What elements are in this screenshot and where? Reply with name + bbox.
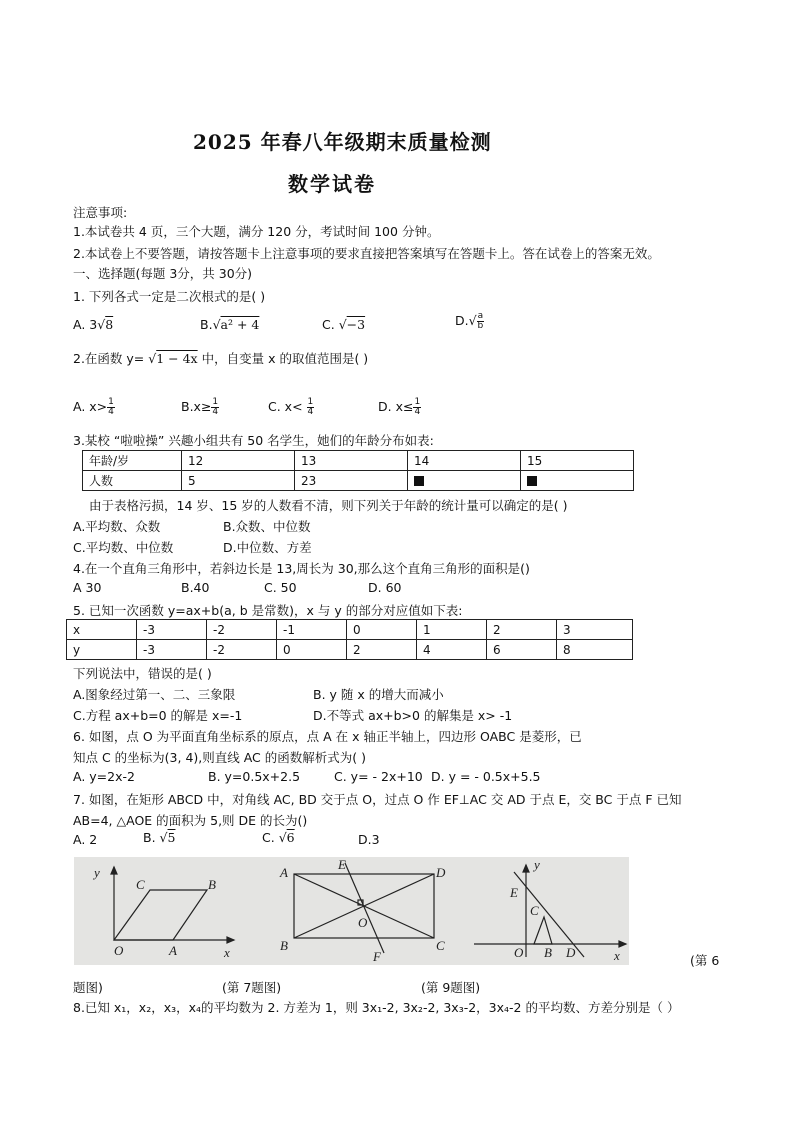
- q5-stem: 5. 已知一次函数 y=ax+b(a, b 是常数)，x 与 y 的部分对应值如下表:: [73, 603, 463, 618]
- table-cell: 23: [295, 471, 408, 491]
- q3-note: 由于表格污损，14 岁、15 岁的人数看不清，则下列关于年龄的统计量可以确定的是( ): [89, 498, 568, 513]
- table-cell: 5: [182, 471, 295, 491]
- q4-stem: 4.在一个直角三角形中，若斜边长是 13,周长为 30,那么这个直角三角形的面积是(): [73, 561, 530, 576]
- fig6-label-a: A: [169, 943, 177, 958]
- fig6-x-arrow-icon: [227, 937, 234, 943]
- table-cell: 0: [277, 640, 347, 660]
- q7-c-radicand: 6: [286, 830, 295, 845]
- q1-a-radicand: 8: [105, 317, 114, 332]
- q7-line-2: AB=4, △AOE 的面积为 5,则 DE 的长为(): [73, 813, 308, 828]
- fig9-triangle: [534, 917, 552, 944]
- q2-frac-num: 1: [307, 397, 314, 407]
- q1-d-num: a: [477, 311, 484, 321]
- q2-frac-den: 4: [307, 407, 314, 417]
- q3-option-a: A.平均数、众数: [73, 519, 161, 534]
- table-cell-smudged: [521, 471, 634, 491]
- table-cell: 3: [557, 620, 633, 640]
- q5-prompt: 下列说法中，错误的是( ): [73, 666, 212, 681]
- q7-b-label: B.: [143, 830, 156, 845]
- q1-c-radicand: −3: [346, 317, 366, 332]
- fig6-label-b: B: [208, 877, 216, 892]
- smudge-block-icon: [527, 476, 537, 486]
- fig9-label-b: B: [544, 945, 552, 960]
- q7-b-radicand: 5: [167, 830, 176, 845]
- fig9-label-e: E: [510, 885, 518, 900]
- fig7-label-b: B: [280, 938, 288, 953]
- fig7-label-a: A: [280, 865, 288, 880]
- table-cell: y: [67, 640, 137, 660]
- q7-option-a: A. 2: [73, 832, 98, 847]
- fig7-label-c: C: [436, 938, 445, 953]
- q1-option-d: D.√ $\frac{a}{b}$: [455, 311, 484, 331]
- table-cell: 2: [487, 620, 557, 640]
- figures-svg: [74, 857, 629, 965]
- table-cell: 2: [347, 640, 417, 660]
- q1-d-label: D.: [455, 313, 469, 328]
- q5-option-d: D.不等式 ax+b>0 的解集是 x> -1: [313, 708, 513, 723]
- table-cell: -3: [137, 620, 207, 640]
- smudge-block-icon: [414, 476, 424, 486]
- q7-line-1: 7. 如图，在矩形 ABCD 中，对角线 AC, BD 交于点 O，过点 O 作 EF⊥AC 交 AD 于点 E，交 BC 于点 F 已知: [73, 792, 682, 807]
- fig9-label-x: x: [614, 948, 620, 963]
- fig9-x-arrow-icon: [619, 941, 626, 947]
- q3-option-b: B.众数、中位数: [223, 519, 311, 534]
- section-1-heading: 一、选择题(每题 3分，共 30分): [73, 266, 253, 281]
- table-cell: 13: [295, 451, 408, 471]
- fig6-rhombus: [114, 890, 207, 940]
- q2-frac-den: 4: [108, 407, 114, 417]
- q2-a-label: A. x>: [73, 399, 108, 414]
- table-cell: 6: [487, 640, 557, 660]
- q8-stem: 8.已知 x₁，x₂，x₃，x₄的平均数为 2. 方差为 1，则 3x₁-2, 3x₂-2, 3x₃-2，3x₄-2 的平均数、方差分别是（ ）: [73, 1000, 680, 1015]
- table-cell: -3: [137, 640, 207, 660]
- fig6-label-o: O: [114, 943, 124, 958]
- q2-frac-num: 1: [108, 397, 114, 407]
- q4-option-d: D. 60: [368, 580, 402, 595]
- q5-option-c: C.方程 ax+b=0 的解是 x=-1: [73, 708, 243, 723]
- table-cell: -1: [277, 620, 347, 640]
- q1-b-radicand: a² + 4: [220, 317, 260, 332]
- table-cell: -2: [207, 620, 277, 640]
- q7-c-label: C.: [262, 830, 275, 845]
- fig7-label-e: E: [338, 857, 346, 872]
- q3-option-d: D.中位数、方差: [223, 540, 312, 555]
- fig9-y-arrow-icon: [523, 865, 529, 872]
- q1-stem: 1. 下列各式一定是二次根式的是( ): [73, 289, 266, 304]
- q2-frac-den: 4: [212, 407, 219, 417]
- exam-subtitle: 数学试卷: [288, 172, 376, 196]
- q3-age-table: [82, 450, 634, 491]
- q2-b-label: B.x≥: [181, 399, 212, 414]
- q1-a-label: A. 3: [73, 317, 98, 332]
- notice-item-1: 1.本试卷共 4 页，三个大题，满分 120 分，考试时间 100 分钟。: [73, 224, 440, 239]
- q6-option-c: C. y= - 2x+10: [334, 769, 423, 784]
- q2-frac-num: 1: [414, 397, 421, 407]
- figures-strip: [74, 857, 629, 965]
- fig9-label-d: D: [566, 945, 576, 960]
- q3-option-c: C.平均数、中位数: [73, 540, 174, 555]
- caption-fig6-b: 题图): [73, 980, 103, 995]
- table-cell-smudged: [408, 471, 521, 491]
- exam-title: 2025 年春八年级期末质量检测: [193, 130, 492, 154]
- q1-c-label: C.: [322, 317, 335, 332]
- q2-radicand: 1 − 4x: [156, 351, 198, 366]
- table-cell: x: [67, 620, 137, 640]
- fig6-label-x: x: [224, 945, 230, 960]
- q1-option-b: B.√a² + 4: [200, 317, 260, 332]
- fig7-label-f: F: [373, 949, 381, 964]
- table-cell: 8: [557, 640, 633, 660]
- table-cell: 15: [521, 451, 634, 471]
- fig9-label-o: O: [514, 945, 524, 960]
- q4-option-a: A 30: [73, 580, 102, 595]
- fig6-label-c: C: [136, 877, 145, 892]
- q5-option-b: B. y 随 x 的增大而减小: [313, 687, 444, 702]
- q1-b-label: B.: [200, 317, 213, 332]
- table-cell: -2: [207, 640, 277, 660]
- q2-option-d: [378, 398, 421, 417]
- table-cell: 年龄/岁: [83, 451, 182, 471]
- fig6-label-y: y: [94, 865, 100, 880]
- table-cell: 14: [408, 451, 521, 471]
- fig6-y-arrow-icon: [111, 867, 117, 874]
- notice-label: 注意事项:: [73, 205, 128, 220]
- q6-option-d: D. y = - 0.5x+5.5: [431, 769, 541, 784]
- table-cell: 0: [347, 620, 417, 640]
- table-cell: 1: [417, 620, 487, 640]
- q2-option-a: [73, 398, 115, 417]
- caption-fig7: (第 7题图): [222, 980, 282, 995]
- q4-option-b: B.40: [181, 580, 210, 595]
- caption-fig9: (第 9题图): [421, 980, 481, 995]
- table-cell: 12: [182, 451, 295, 471]
- q7-option-d: D.3: [358, 832, 380, 847]
- q4-option-c: C. 50: [264, 580, 297, 595]
- fig9-label-y: y: [534, 857, 540, 872]
- fig9-label-c: C: [530, 903, 539, 918]
- table-row: [67, 620, 633, 640]
- q3-stem: 3.某校 “啦啦操” 兴趣小组共有 50 名学生，她们的年龄分布如表:: [73, 433, 434, 448]
- q2-stem-post: 中，自变量 x 的取值范围是( ): [201, 351, 369, 366]
- q1-d-den: b: [477, 321, 484, 331]
- q1-option-c: C. √−3: [322, 317, 366, 332]
- q7-option-b: B. √5: [143, 830, 176, 845]
- fig7-line-ef: [345, 863, 384, 953]
- q5-xy-table: [66, 619, 633, 660]
- q6-line-1: 6. 如图，点 O 为平面直角坐标系的原点，点 A 在 x 轴正半轴上，四边形 OABC 是菱形，已: [73, 729, 582, 744]
- fig7-label-d: D: [436, 865, 446, 880]
- table-row: [67, 640, 633, 660]
- table-cell: 人数: [83, 471, 182, 491]
- q5-option-a: A.图象经过第一、二、三象限: [73, 687, 236, 702]
- caption-fig6-a: (第 6: [690, 953, 720, 968]
- table-row: [83, 471, 634, 491]
- notice-item-2: 2.本试卷上不要答题，请按答题卡上注意事项的要求直接把答案填写在答题卡上。答在试卷上的答案无效。: [73, 246, 660, 261]
- table-row: [83, 451, 634, 471]
- q1-option-a: A. 3√8: [73, 317, 114, 332]
- q2-c-label: C. x<: [268, 399, 303, 414]
- q2-frac-den: 4: [414, 407, 421, 417]
- q6-line-2: 知点 C 的坐标为(3, 4),则直线 AC 的函数解析式为( ): [73, 750, 366, 765]
- q6-option-b: B. y=0.5x+2.5: [208, 769, 301, 784]
- q2-stem: 2.在函数 y= √1 − 4x 中，自变量 x 的取值范围是( ): [73, 351, 369, 366]
- q2-option-b: [181, 398, 219, 417]
- table-cell: 4: [417, 640, 487, 660]
- q6-option-a: A. y=2x-2: [73, 769, 135, 784]
- q7-option-c: C. √6: [262, 830, 295, 845]
- q2-stem-pre: 2.在函数 y=: [73, 351, 145, 366]
- fig7-label-o: O: [358, 915, 368, 930]
- q2-option-c: [268, 398, 314, 417]
- q2-d-label: D. x≤: [378, 399, 414, 414]
- q2-frac-num: 1: [212, 397, 219, 407]
